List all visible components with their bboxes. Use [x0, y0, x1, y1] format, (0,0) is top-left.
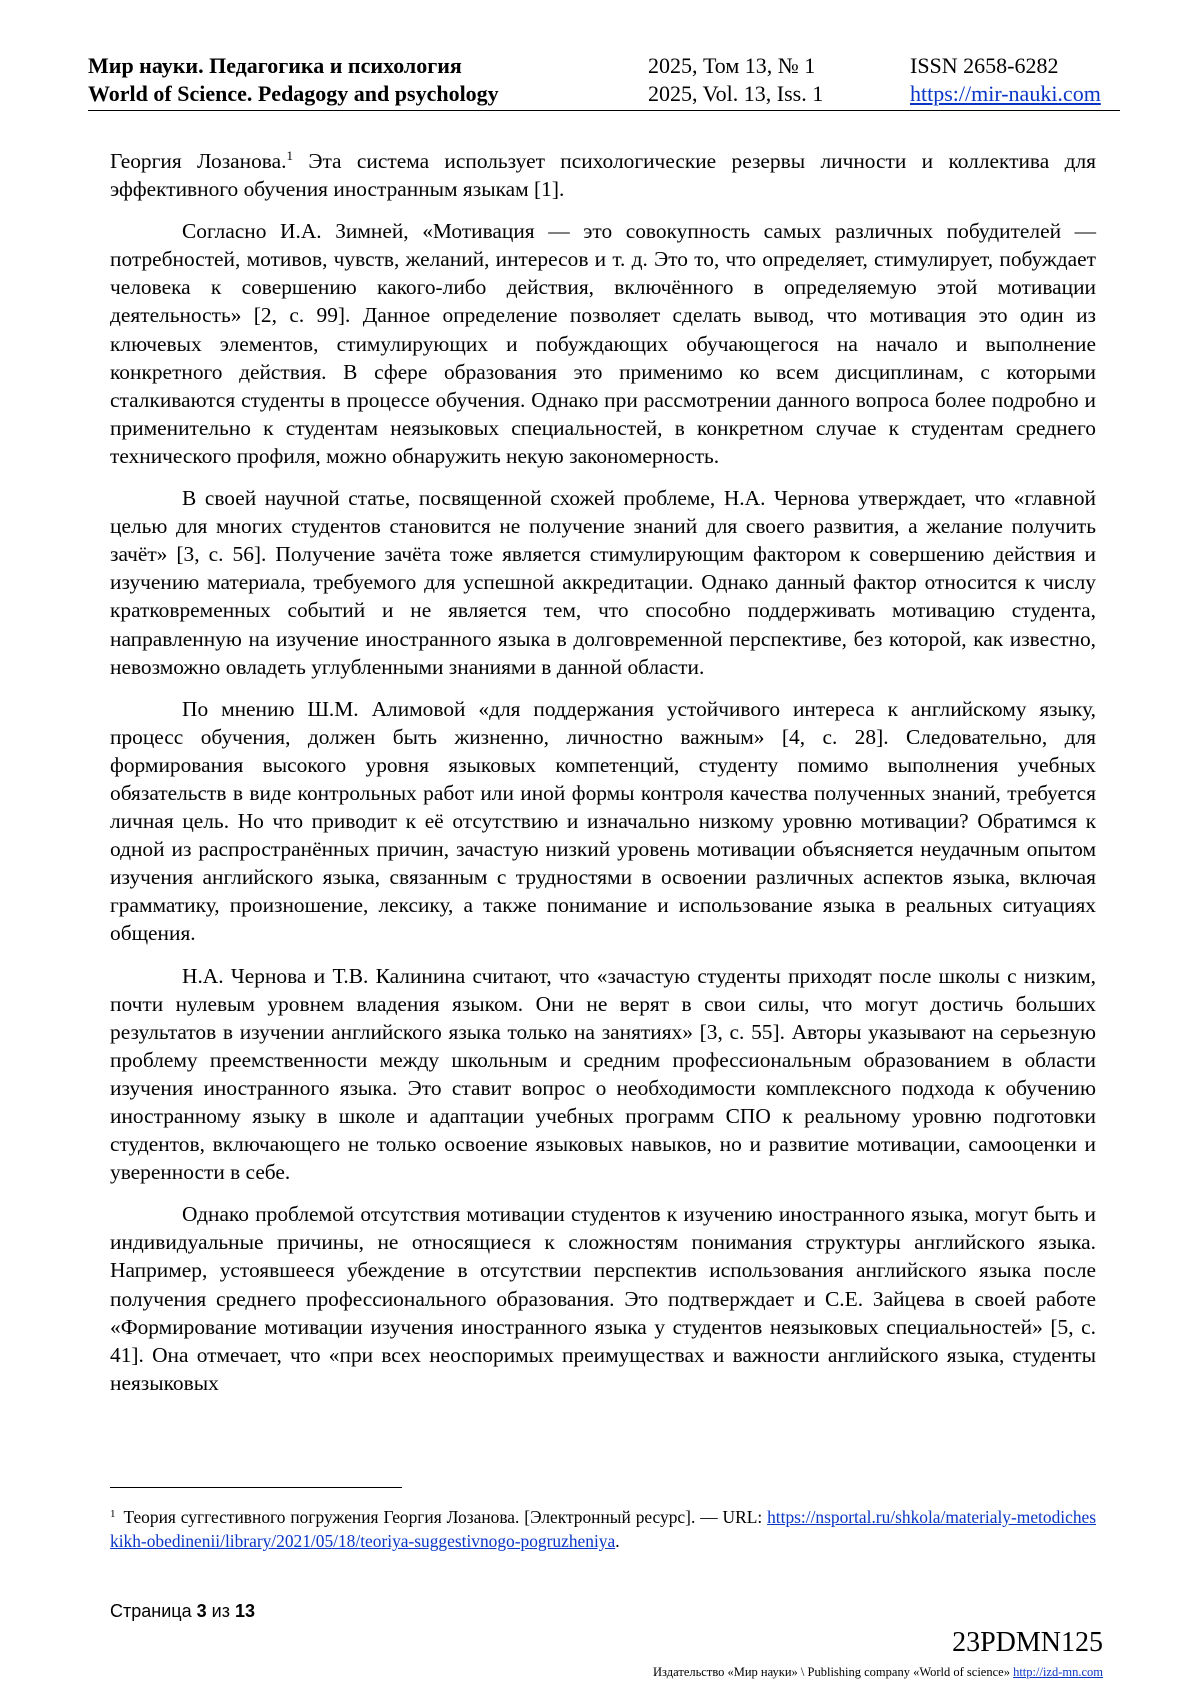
- paragraph-2: Согласно И.А. Зимней, «Мотивация — это совокупность самых различных побудителей — потребностей, мотивов, чувств, желаний, интересов и т. д. Это то, что определяет, стимулирует, побуждает человека к совершению какого-либо действия, включённого в определяемую этой мотивации деятельность» [2, с. 99]. Данное определение позволяет сделать вывод, что мотивация это один из ключевых элементов, стимулирующих и побуждающих обучающегося на начало и выполнение конкретного действия. В сфере образования это применимо ко всем дисциплинам, с которыми сталкиваются студенты в процессе обучения. Однако при рассмотрении данного вопроса более подробно и применительно к студентам неязыковых специальностей, в конкретном случае к студентам среднего технического профиля, можно обнаружить некую закономерность.: [110, 219, 1096, 468]
- journal-url-link[interactable]: https://mir-nauki.com: [910, 81, 1101, 106]
- footnote-ref-1[interactable]: 1: [286, 148, 293, 163]
- paragraph-6: Однако проблемой отсутствия мотивации студентов к изучению иностранного языка, могут быть и индивидуальные причины, не относящиеся к сложностям понимания структуры английского языка. Например, устоявшееся убеждение в отсутствии перспектив использования английского языка после получения среднего профессионального образования. Это подтверждает и С.Е. Зайцева в своей работе «Формирование мотивации изучения иностранного языка у студентов неязыковых специальностей» [5, с. 41]. Она отмечает, что «при всех неоспоримых преимуществах и важности английского языка, студенты неязыковых: [110, 1202, 1096, 1395]
- page-number: Страница 3 из 13: [110, 1601, 255, 1621]
- header-divider: [88, 110, 1120, 111]
- paragraph-4: По мнению Ш.М. Алимовой «для поддержания устойчивого интереса к английскому языку, процесс обучения, должен быть жизненно, личностно важным» [4, с. 28]. Следовательно, для формирования высокого уровня языковых компетенций, студенту помимо выполнения учебных обязательств в виде контрольных работ или иной формы контроля качества полученных знаний, требуется личная цель. Но что приводит к её отсутствию и изначально низкому уровню мотивации? Обратимся к одной из распространённых причин, зачастую низкий уровень мотивации объясняется неудачным опытом изучения английского языка, связанным с трудностями в освоении различных аспектов языка, включая грамматику, произношение, лексику, а также понимание и использование языка в реальных ситуациях общения.: [110, 696, 1096, 946]
- journal-title-ru: Мир науки. Педагогика и психология: [88, 53, 462, 78]
- paragraph-5: Н.А. Чернова и Т.В. Калинина считают, что «зачастую студенты приходят после школы с низким, почти нулевым уровнем владения языком. Они не верят в свои силы, что могут достичь больших результатов в изучении английского языка только на занятиях» [3, с. 55]. Авторы указывают на серьезную проблему преемственности между школьным и средним профессиональным образованием в области изучения иностранного языка. Это ставит вопрос о необходимости комплексного подхода к обучению иностранному языку в школе и адаптации учебных программ СПО к реальному уровню подготовки студентов, включающего не только освоение языковых навыков, но и развитие мотивации, самооценки и уверенности в себе.: [110, 963, 1096, 1185]
- issue-en: 2025, Vol. 13, Iss. 1: [648, 81, 824, 106]
- publisher-url-link[interactable]: http://izd-mn.com: [1013, 1665, 1103, 1679]
- publisher-line: Издательство «Мир науки» \ Publishing company «World of science» http://izd-mn.com: [653, 1665, 1103, 1679]
- issn-block: [910, 52, 1101, 108]
- issue-block: [648, 52, 823, 108]
- footnote-url-link[interactable]: https://nsportal.ru/shkola/materialy-metodicheskikh-obedinenii/library/2021/05/18/teoriya-suggestivnogo-pogruzheniya: [110, 1507, 1096, 1551]
- journal-title-en: World of Science. Pedagogy and psychology: [88, 81, 499, 106]
- issn: ISSN 2658-6282: [910, 53, 1059, 78]
- paragraph-3: В своей научной статье, посвященной схожей проблеме, Н.А. Чернова утверждает, что «главной целью для многих студентов становится не получение знаний для своего развития, а желание получить зачёт» [3, с. 56]. Получение зачёта тоже является стимулирующим фактором к совершению действия и изучению материала, требуемого для успешной аккредитации. Однако данный фактор относится к числу кратковременных событий и не является тем, что способно поддерживать мотивацию студента, направленную на изучение иностранного языка в долговременной перспективе, без которой, как известно, невозможно овладеть углубленными знаниями в данной области.: [110, 486, 1096, 679]
- footnote-1: $^1$ Теория суггестивного погружения Георгия Лозанова. [Электронный ресурс]. — URL: https://nsportal.ru/shkola/materialy-metodicheskikh-obedinenii/library/2021/05/18/teoriya-suggestivnogo-pogruzheniya.: [110, 1507, 1096, 1551]
- journal-title-block: [88, 52, 499, 108]
- article-body: [110, 147, 1096, 1411]
- footnote-number: 1: [110, 1508, 116, 1520]
- paragraph-1: Георгия Лозанова.$^1$ Эта система использует психологические резервы личности и коллектива для эффективного обучения иностранным языкам [1].: [110, 148, 1097, 202]
- issue-ru: 2025, Том 13, № 1: [648, 53, 816, 78]
- article-code: 23PDMN125: [952, 1627, 1103, 1658]
- footnote-divider: [110, 1487, 402, 1488]
